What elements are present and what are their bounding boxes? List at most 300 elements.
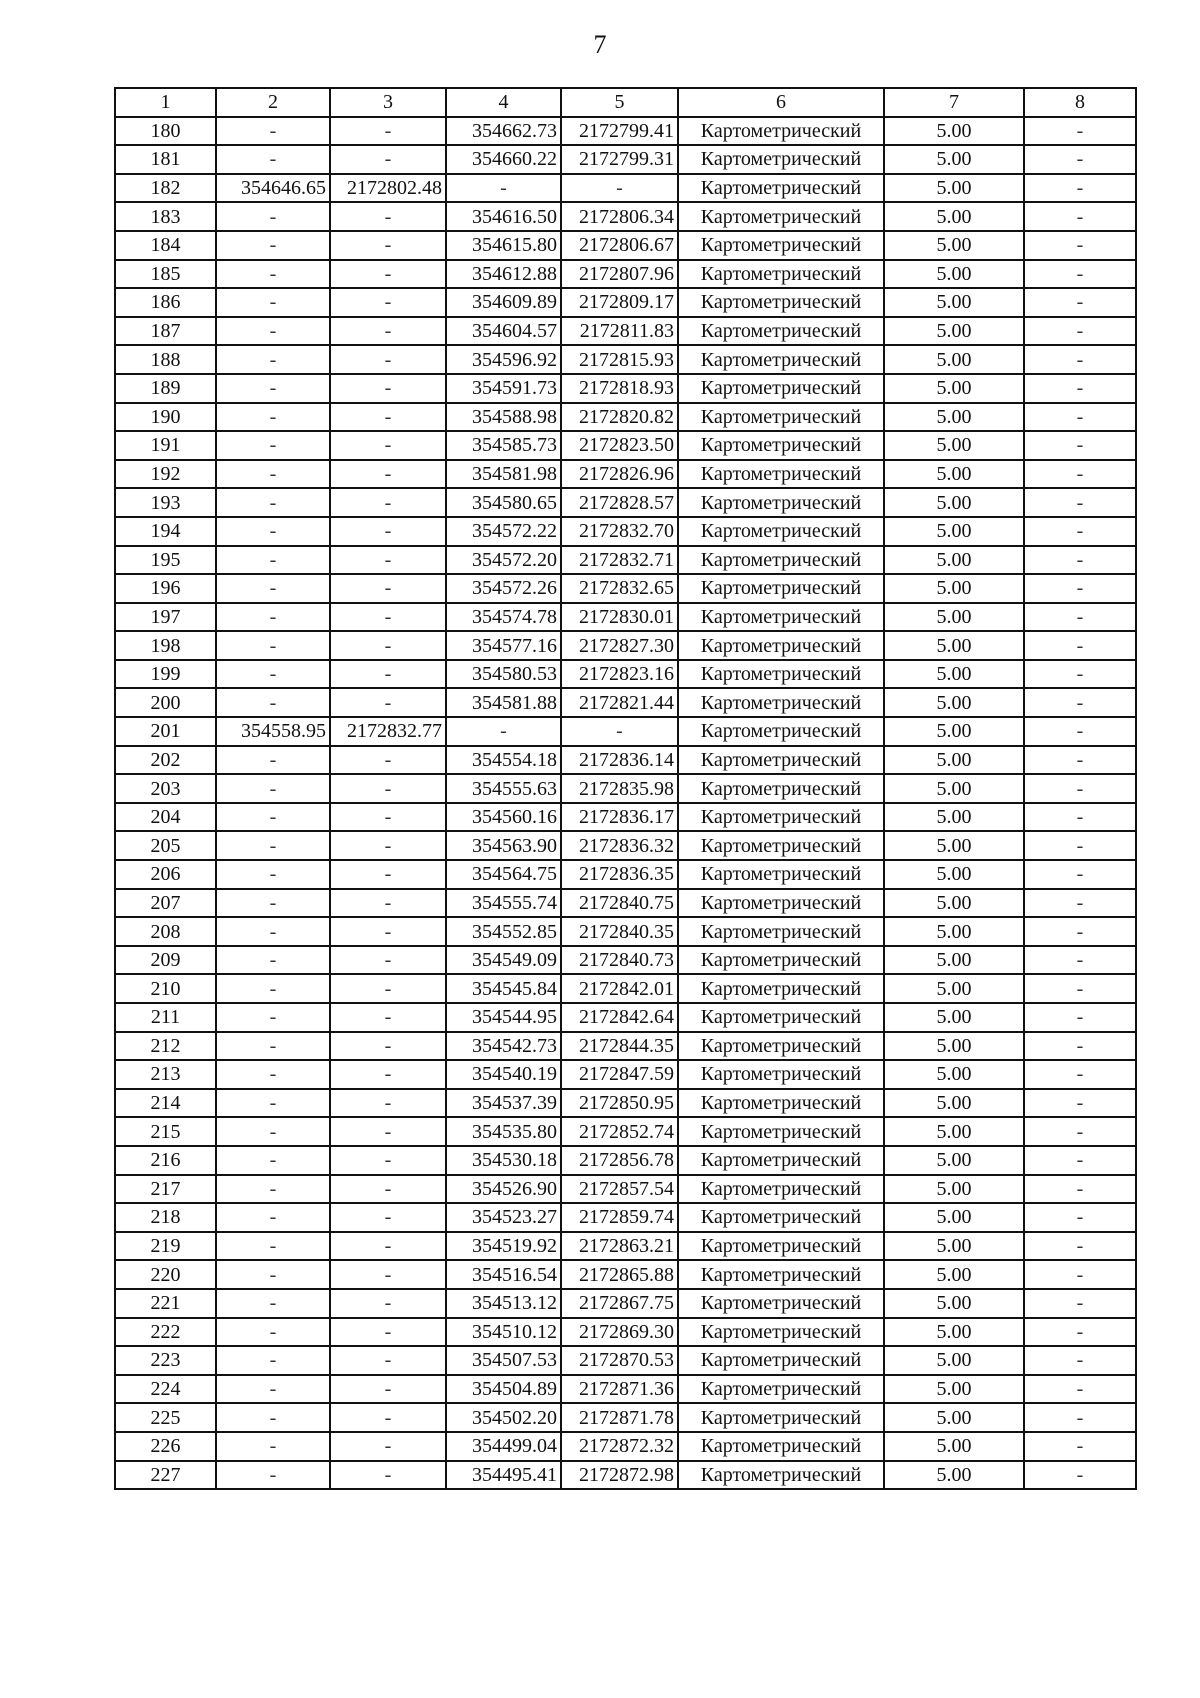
- coord-x2-cell: 354519.92: [446, 1232, 561, 1261]
- table-row: [115, 917, 1136, 946]
- point-number-cell: 180: [115, 117, 216, 146]
- method-cell: Картометрический: [678, 202, 884, 231]
- note-cell: -: [1024, 1003, 1136, 1032]
- method-cell: Картометрический: [678, 1375, 884, 1404]
- table-row: [115, 889, 1136, 918]
- coord-y2-cell: 2172832.70: [561, 517, 678, 546]
- coord-y-cell: -: [330, 1318, 446, 1347]
- coord-y2-cell: 2172857.54: [561, 1175, 678, 1204]
- point-number-cell: 226: [115, 1432, 216, 1461]
- note-cell: -: [1024, 431, 1136, 460]
- coord-x2-cell: 354662.73: [446, 117, 561, 146]
- column-header: 4: [446, 88, 561, 117]
- coord-y2-cell: 2172865.88: [561, 1260, 678, 1289]
- column-header: 5: [561, 88, 678, 117]
- coord-y2-cell: 2172870.53: [561, 1346, 678, 1375]
- method-cell: Картометрический: [678, 1146, 884, 1175]
- coord-y2-cell: 2172856.78: [561, 1146, 678, 1175]
- method-cell: Картометрический: [678, 1089, 884, 1118]
- coord-x2-cell: 354552.85: [446, 917, 561, 946]
- table-row: [115, 1060, 1136, 1089]
- column-header: 2: [216, 88, 330, 117]
- coord-y-cell: -: [330, 603, 446, 632]
- coord-x-cell: -: [216, 374, 330, 403]
- coord-x-cell: -: [216, 1003, 330, 1032]
- coord-y-cell: -: [330, 1117, 446, 1146]
- method-cell: Картометрический: [678, 1203, 884, 1232]
- coord-y-cell: -: [330, 831, 446, 860]
- point-number-cell: 193: [115, 488, 216, 517]
- point-number-cell: 208: [115, 917, 216, 946]
- method-cell: Картометрический: [678, 603, 884, 632]
- coord-y2-cell: 2172806.67: [561, 231, 678, 260]
- coord-y2-cell: 2172842.64: [561, 1003, 678, 1032]
- table-row: [115, 1032, 1136, 1061]
- table-row: [115, 431, 1136, 460]
- accuracy-cell: 5.00: [884, 1432, 1024, 1461]
- coord-x-cell: -: [216, 1289, 330, 1318]
- column-header: 6: [678, 88, 884, 117]
- point-number-cell: 190: [115, 403, 216, 432]
- coord-y-cell: -: [330, 1060, 446, 1089]
- point-number-cell: 212: [115, 1032, 216, 1061]
- note-cell: -: [1024, 1346, 1136, 1375]
- note-cell: -: [1024, 145, 1136, 174]
- accuracy-cell: 5.00: [884, 974, 1024, 1003]
- table-row: [115, 145, 1136, 174]
- coord-y2-cell: 2172840.35: [561, 917, 678, 946]
- table-row: [115, 117, 1136, 146]
- accuracy-cell: 5.00: [884, 603, 1024, 632]
- coord-x-cell: -: [216, 688, 330, 717]
- table-row: [115, 860, 1136, 889]
- accuracy-cell: 5.00: [884, 1318, 1024, 1347]
- coord-y2-cell: 2172872.98: [561, 1461, 678, 1490]
- accuracy-cell: 5.00: [884, 546, 1024, 575]
- coord-x-cell: -: [216, 460, 330, 489]
- coord-y-cell: -: [330, 117, 446, 146]
- column-header: 3: [330, 88, 446, 117]
- table-row: [115, 1117, 1136, 1146]
- accuracy-cell: 5.00: [884, 260, 1024, 289]
- table-row: [115, 260, 1136, 289]
- point-number-cell: 182: [115, 174, 216, 203]
- coord-y-cell: -: [330, 1375, 446, 1404]
- note-cell: -: [1024, 231, 1136, 260]
- coord-x-cell: 354558.95: [216, 717, 330, 746]
- coord-x2-cell: 354560.16: [446, 803, 561, 832]
- point-number-cell: 221: [115, 1289, 216, 1318]
- accuracy-cell: 5.00: [884, 1403, 1024, 1432]
- method-cell: Картометрический: [678, 1232, 884, 1261]
- coord-x2-cell: 354580.65: [446, 488, 561, 517]
- point-number-cell: 203: [115, 774, 216, 803]
- coord-y2-cell: 2172832.65: [561, 574, 678, 603]
- note-cell: -: [1024, 1060, 1136, 1089]
- note-cell: -: [1024, 746, 1136, 775]
- coord-y-cell: -: [330, 860, 446, 889]
- coord-y-cell: -: [330, 1175, 446, 1204]
- coord-y-cell: -: [330, 1146, 446, 1175]
- coord-x-cell: -: [216, 860, 330, 889]
- note-cell: -: [1024, 1089, 1136, 1118]
- coord-y2-cell: 2172828.57: [561, 488, 678, 517]
- coord-x2-cell: 354554.18: [446, 746, 561, 775]
- coord-x2-cell: 354502.20: [446, 1403, 561, 1432]
- point-number-cell: 196: [115, 574, 216, 603]
- coord-x2-cell: 354580.53: [446, 660, 561, 689]
- coord-x-cell: -: [216, 974, 330, 1003]
- table-row: [115, 1203, 1136, 1232]
- method-cell: Картометрический: [678, 1318, 884, 1347]
- note-cell: -: [1024, 774, 1136, 803]
- coord-x-cell: -: [216, 803, 330, 832]
- accuracy-cell: 5.00: [884, 1346, 1024, 1375]
- coord-x-cell: -: [216, 202, 330, 231]
- coord-x-cell: -: [216, 546, 330, 575]
- coord-y2-cell: 2172850.95: [561, 1089, 678, 1118]
- note-cell: -: [1024, 174, 1136, 203]
- coord-x-cell: -: [216, 1375, 330, 1404]
- coord-y2-cell: 2172847.59: [561, 1060, 678, 1089]
- coord-x2-cell: 354540.19: [446, 1060, 561, 1089]
- method-cell: Картометрический: [678, 660, 884, 689]
- note-cell: -: [1024, 288, 1136, 317]
- coord-y2-cell: 2172830.01: [561, 603, 678, 632]
- point-number-cell: 198: [115, 631, 216, 660]
- accuracy-cell: 5.00: [884, 145, 1024, 174]
- header-row: [115, 88, 1136, 117]
- coord-y2-cell: 2172836.14: [561, 746, 678, 775]
- coord-x-cell: -: [216, 946, 330, 975]
- note-cell: -: [1024, 1289, 1136, 1318]
- note-cell: -: [1024, 517, 1136, 546]
- coord-x2-cell: 354537.39: [446, 1089, 561, 1118]
- accuracy-cell: 5.00: [884, 803, 1024, 832]
- coord-x2-cell: 354572.26: [446, 574, 561, 603]
- coord-x-cell: -: [216, 117, 330, 146]
- coord-x2-cell: 354612.88: [446, 260, 561, 289]
- coord-y2-cell: -: [561, 174, 678, 203]
- coord-y2-cell: 2172826.96: [561, 460, 678, 489]
- coord-y-cell: -: [330, 460, 446, 489]
- coord-x-cell: -: [216, 746, 330, 775]
- method-cell: Картометрический: [678, 145, 884, 174]
- accuracy-cell: 5.00: [884, 317, 1024, 346]
- note-cell: -: [1024, 202, 1136, 231]
- note-cell: -: [1024, 345, 1136, 374]
- coord-y-cell: -: [330, 1289, 446, 1318]
- accuracy-cell: 5.00: [884, 1117, 1024, 1146]
- note-cell: -: [1024, 688, 1136, 717]
- table-row: [115, 1346, 1136, 1375]
- coord-x2-cell: 354523.27: [446, 1203, 561, 1232]
- coord-x2-cell: 354526.90: [446, 1175, 561, 1204]
- table-row: [115, 317, 1136, 346]
- coord-y2-cell: 2172835.98: [561, 774, 678, 803]
- coord-x-cell: -: [216, 1175, 330, 1204]
- coord-y-cell: -: [330, 1346, 446, 1375]
- point-number-cell: 201: [115, 717, 216, 746]
- note-cell: -: [1024, 1375, 1136, 1404]
- coord-x-cell: -: [216, 231, 330, 260]
- table-row: [115, 231, 1136, 260]
- coord-y-cell: -: [330, 774, 446, 803]
- table-header: [115, 88, 1136, 117]
- coord-y-cell: -: [330, 202, 446, 231]
- coord-x2-cell: 354585.73: [446, 431, 561, 460]
- coord-x-cell: -: [216, 260, 330, 289]
- accuracy-cell: 5.00: [884, 631, 1024, 660]
- coord-x-cell: -: [216, 574, 330, 603]
- accuracy-cell: 5.00: [884, 717, 1024, 746]
- table-row: [115, 1375, 1136, 1404]
- coord-y-cell: -: [330, 803, 446, 832]
- point-number-cell: 222: [115, 1318, 216, 1347]
- note-cell: -: [1024, 574, 1136, 603]
- coord-y2-cell: 2172852.74: [561, 1117, 678, 1146]
- coord-x2-cell: 354555.63: [446, 774, 561, 803]
- coord-x2-cell: 354615.80: [446, 231, 561, 260]
- coord-x-cell: -: [216, 889, 330, 918]
- accuracy-cell: 5.00: [884, 1060, 1024, 1089]
- coord-y2-cell: 2172823.16: [561, 660, 678, 689]
- accuracy-cell: 5.00: [884, 917, 1024, 946]
- coord-y-cell: -: [330, 688, 446, 717]
- coord-y2-cell: 2172836.17: [561, 803, 678, 832]
- point-number-cell: 224: [115, 1375, 216, 1404]
- note-cell: -: [1024, 460, 1136, 489]
- method-cell: Картометрический: [678, 546, 884, 575]
- accuracy-cell: 5.00: [884, 174, 1024, 203]
- coord-x2-cell: 354604.57: [446, 317, 561, 346]
- coord-x-cell: -: [216, 631, 330, 660]
- coord-y2-cell: 2172840.75: [561, 889, 678, 918]
- note-cell: -: [1024, 1032, 1136, 1061]
- coord-y-cell: -: [330, 1432, 446, 1461]
- coord-x2-cell: 354513.12: [446, 1289, 561, 1318]
- method-cell: Картометрический: [678, 117, 884, 146]
- coord-y2-cell: 2172871.78: [561, 1403, 678, 1432]
- coord-x-cell: -: [216, 917, 330, 946]
- table-row: [115, 1146, 1136, 1175]
- coord-y-cell: -: [330, 488, 446, 517]
- point-number-cell: 206: [115, 860, 216, 889]
- coord-y-cell: -: [330, 1260, 446, 1289]
- coord-x-cell: -: [216, 403, 330, 432]
- accuracy-cell: 5.00: [884, 403, 1024, 432]
- coord-y2-cell: 2172818.93: [561, 374, 678, 403]
- accuracy-cell: 5.00: [884, 345, 1024, 374]
- table-row: [115, 974, 1136, 1003]
- method-cell: Картометрический: [678, 746, 884, 775]
- coord-y2-cell: 2172871.36: [561, 1375, 678, 1404]
- coord-y-cell: -: [330, 1203, 446, 1232]
- table-row: [115, 345, 1136, 374]
- accuracy-cell: 5.00: [884, 946, 1024, 975]
- accuracy-cell: 5.00: [884, 1203, 1024, 1232]
- table-row: [115, 574, 1136, 603]
- coord-x-cell: -: [216, 1117, 330, 1146]
- coord-y-cell: -: [330, 574, 446, 603]
- coord-x2-cell: 354609.89: [446, 288, 561, 317]
- coord-x2-cell: -: [446, 174, 561, 203]
- accuracy-cell: 5.00: [884, 1232, 1024, 1261]
- accuracy-cell: 5.00: [884, 860, 1024, 889]
- note-cell: -: [1024, 803, 1136, 832]
- note-cell: -: [1024, 1403, 1136, 1432]
- coord-y-cell: -: [330, 431, 446, 460]
- coord-x-cell: -: [216, 1403, 330, 1432]
- coord-x2-cell: 354563.90: [446, 831, 561, 860]
- coord-y2-cell: 2172867.75: [561, 1289, 678, 1318]
- coord-y-cell: 2172832.77: [330, 717, 446, 746]
- point-number-cell: 215: [115, 1117, 216, 1146]
- accuracy-cell: 5.00: [884, 1375, 1024, 1404]
- coord-y-cell: -: [330, 946, 446, 975]
- accuracy-cell: 5.00: [884, 288, 1024, 317]
- accuracy-cell: 5.00: [884, 688, 1024, 717]
- method-cell: Картометрический: [678, 917, 884, 946]
- note-cell: -: [1024, 260, 1136, 289]
- note-cell: -: [1024, 974, 1136, 1003]
- table-row: [115, 803, 1136, 832]
- coord-x2-cell: 354544.95: [446, 1003, 561, 1032]
- coord-y2-cell: 2172820.82: [561, 403, 678, 432]
- coord-x-cell: -: [216, 345, 330, 374]
- point-number-cell: 183: [115, 202, 216, 231]
- table-row: [115, 517, 1136, 546]
- coord-y2-cell: 2172863.21: [561, 1232, 678, 1261]
- column-header: 1: [115, 88, 216, 117]
- point-number-cell: 191: [115, 431, 216, 460]
- point-number-cell: 200: [115, 688, 216, 717]
- table-row: [115, 1432, 1136, 1461]
- coord-y-cell: -: [330, 517, 446, 546]
- coord-y2-cell: 2172832.71: [561, 546, 678, 575]
- coord-x2-cell: 354581.98: [446, 460, 561, 489]
- accuracy-cell: 5.00: [884, 831, 1024, 860]
- note-cell: -: [1024, 403, 1136, 432]
- coord-y2-cell: 2172823.50: [561, 431, 678, 460]
- method-cell: Картометрический: [678, 860, 884, 889]
- accuracy-cell: 5.00: [884, 1461, 1024, 1490]
- point-number-cell: 199: [115, 660, 216, 689]
- method-cell: Картометрический: [678, 1175, 884, 1204]
- accuracy-cell: 5.00: [884, 1089, 1024, 1118]
- coord-x2-cell: 354535.80: [446, 1117, 561, 1146]
- method-cell: Картометрический: [678, 517, 884, 546]
- table-row: [115, 202, 1136, 231]
- coord-x-cell: -: [216, 1461, 330, 1490]
- point-number-cell: 213: [115, 1060, 216, 1089]
- accuracy-cell: 5.00: [884, 774, 1024, 803]
- point-number-cell: 218: [115, 1203, 216, 1232]
- point-number-cell: 189: [115, 374, 216, 403]
- coord-y-cell: -: [330, 345, 446, 374]
- table-row: [115, 174, 1136, 203]
- table-row: [115, 831, 1136, 860]
- method-cell: Картометрический: [678, 946, 884, 975]
- method-cell: Картометрический: [678, 460, 884, 489]
- point-number-cell: 207: [115, 889, 216, 918]
- note-cell: -: [1024, 488, 1136, 517]
- note-cell: -: [1024, 1175, 1136, 1204]
- point-number-cell: 204: [115, 803, 216, 832]
- table-row: [115, 1089, 1136, 1118]
- accuracy-cell: 5.00: [884, 231, 1024, 260]
- coord-y2-cell: 2172836.35: [561, 860, 678, 889]
- coord-x2-cell: 354588.98: [446, 403, 561, 432]
- coord-y2-cell: 2172807.96: [561, 260, 678, 289]
- accuracy-cell: 5.00: [884, 746, 1024, 775]
- accuracy-cell: 5.00: [884, 488, 1024, 517]
- coord-y-cell: -: [330, 1232, 446, 1261]
- accuracy-cell: 5.00: [884, 1146, 1024, 1175]
- coord-x2-cell: 354555.74: [446, 889, 561, 918]
- method-cell: Картометрический: [678, 1461, 884, 1490]
- table-row: [115, 603, 1136, 632]
- note-cell: -: [1024, 1146, 1136, 1175]
- coord-x-cell: -: [216, 431, 330, 460]
- method-cell: Картометрический: [678, 1003, 884, 1032]
- coord-y-cell: -: [330, 889, 446, 918]
- coord-x2-cell: 354596.92: [446, 345, 561, 374]
- coord-x2-cell: 354577.16: [446, 631, 561, 660]
- point-number-cell: 220: [115, 1260, 216, 1289]
- coord-x-cell: -: [216, 317, 330, 346]
- coord-x2-cell: 354507.53: [446, 1346, 561, 1375]
- point-number-cell: 186: [115, 288, 216, 317]
- table-row: [115, 660, 1136, 689]
- table-row: [115, 717, 1136, 746]
- point-number-cell: 181: [115, 145, 216, 174]
- coord-x2-cell: 354504.89: [446, 1375, 561, 1404]
- note-cell: -: [1024, 1318, 1136, 1347]
- method-cell: Картометрический: [678, 574, 884, 603]
- method-cell: Картометрический: [678, 1032, 884, 1061]
- point-number-cell: 202: [115, 746, 216, 775]
- table-row: [115, 631, 1136, 660]
- coord-y-cell: -: [330, 145, 446, 174]
- coord-y-cell: -: [330, 974, 446, 1003]
- coord-x2-cell: 354591.73: [446, 374, 561, 403]
- coord-y2-cell: 2172806.34: [561, 202, 678, 231]
- table-row: [115, 1175, 1136, 1204]
- note-cell: -: [1024, 1260, 1136, 1289]
- coord-y2-cell: 2172859.74: [561, 1203, 678, 1232]
- coord-y2-cell: 2172815.93: [561, 345, 678, 374]
- coord-x-cell: -: [216, 603, 330, 632]
- coord-y-cell: -: [330, 1089, 446, 1118]
- coord-y-cell: 2172802.48: [330, 174, 446, 203]
- method-cell: Картометрический: [678, 260, 884, 289]
- coord-y2-cell: 2172836.32: [561, 831, 678, 860]
- coord-x2-cell: -: [446, 717, 561, 746]
- coord-x2-cell: 354564.75: [446, 860, 561, 889]
- coord-y2-cell: 2172872.32: [561, 1432, 678, 1461]
- point-number-cell: 195: [115, 546, 216, 575]
- coord-x-cell: -: [216, 1203, 330, 1232]
- method-cell: Картометрический: [678, 1260, 884, 1289]
- point-number-cell: 185: [115, 260, 216, 289]
- coord-x-cell: -: [216, 1146, 330, 1175]
- accuracy-cell: 5.00: [884, 374, 1024, 403]
- method-cell: Картометрический: [678, 317, 884, 346]
- coord-y-cell: -: [330, 546, 446, 575]
- coord-x-cell: -: [216, 660, 330, 689]
- coord-x2-cell: 354495.41: [446, 1461, 561, 1490]
